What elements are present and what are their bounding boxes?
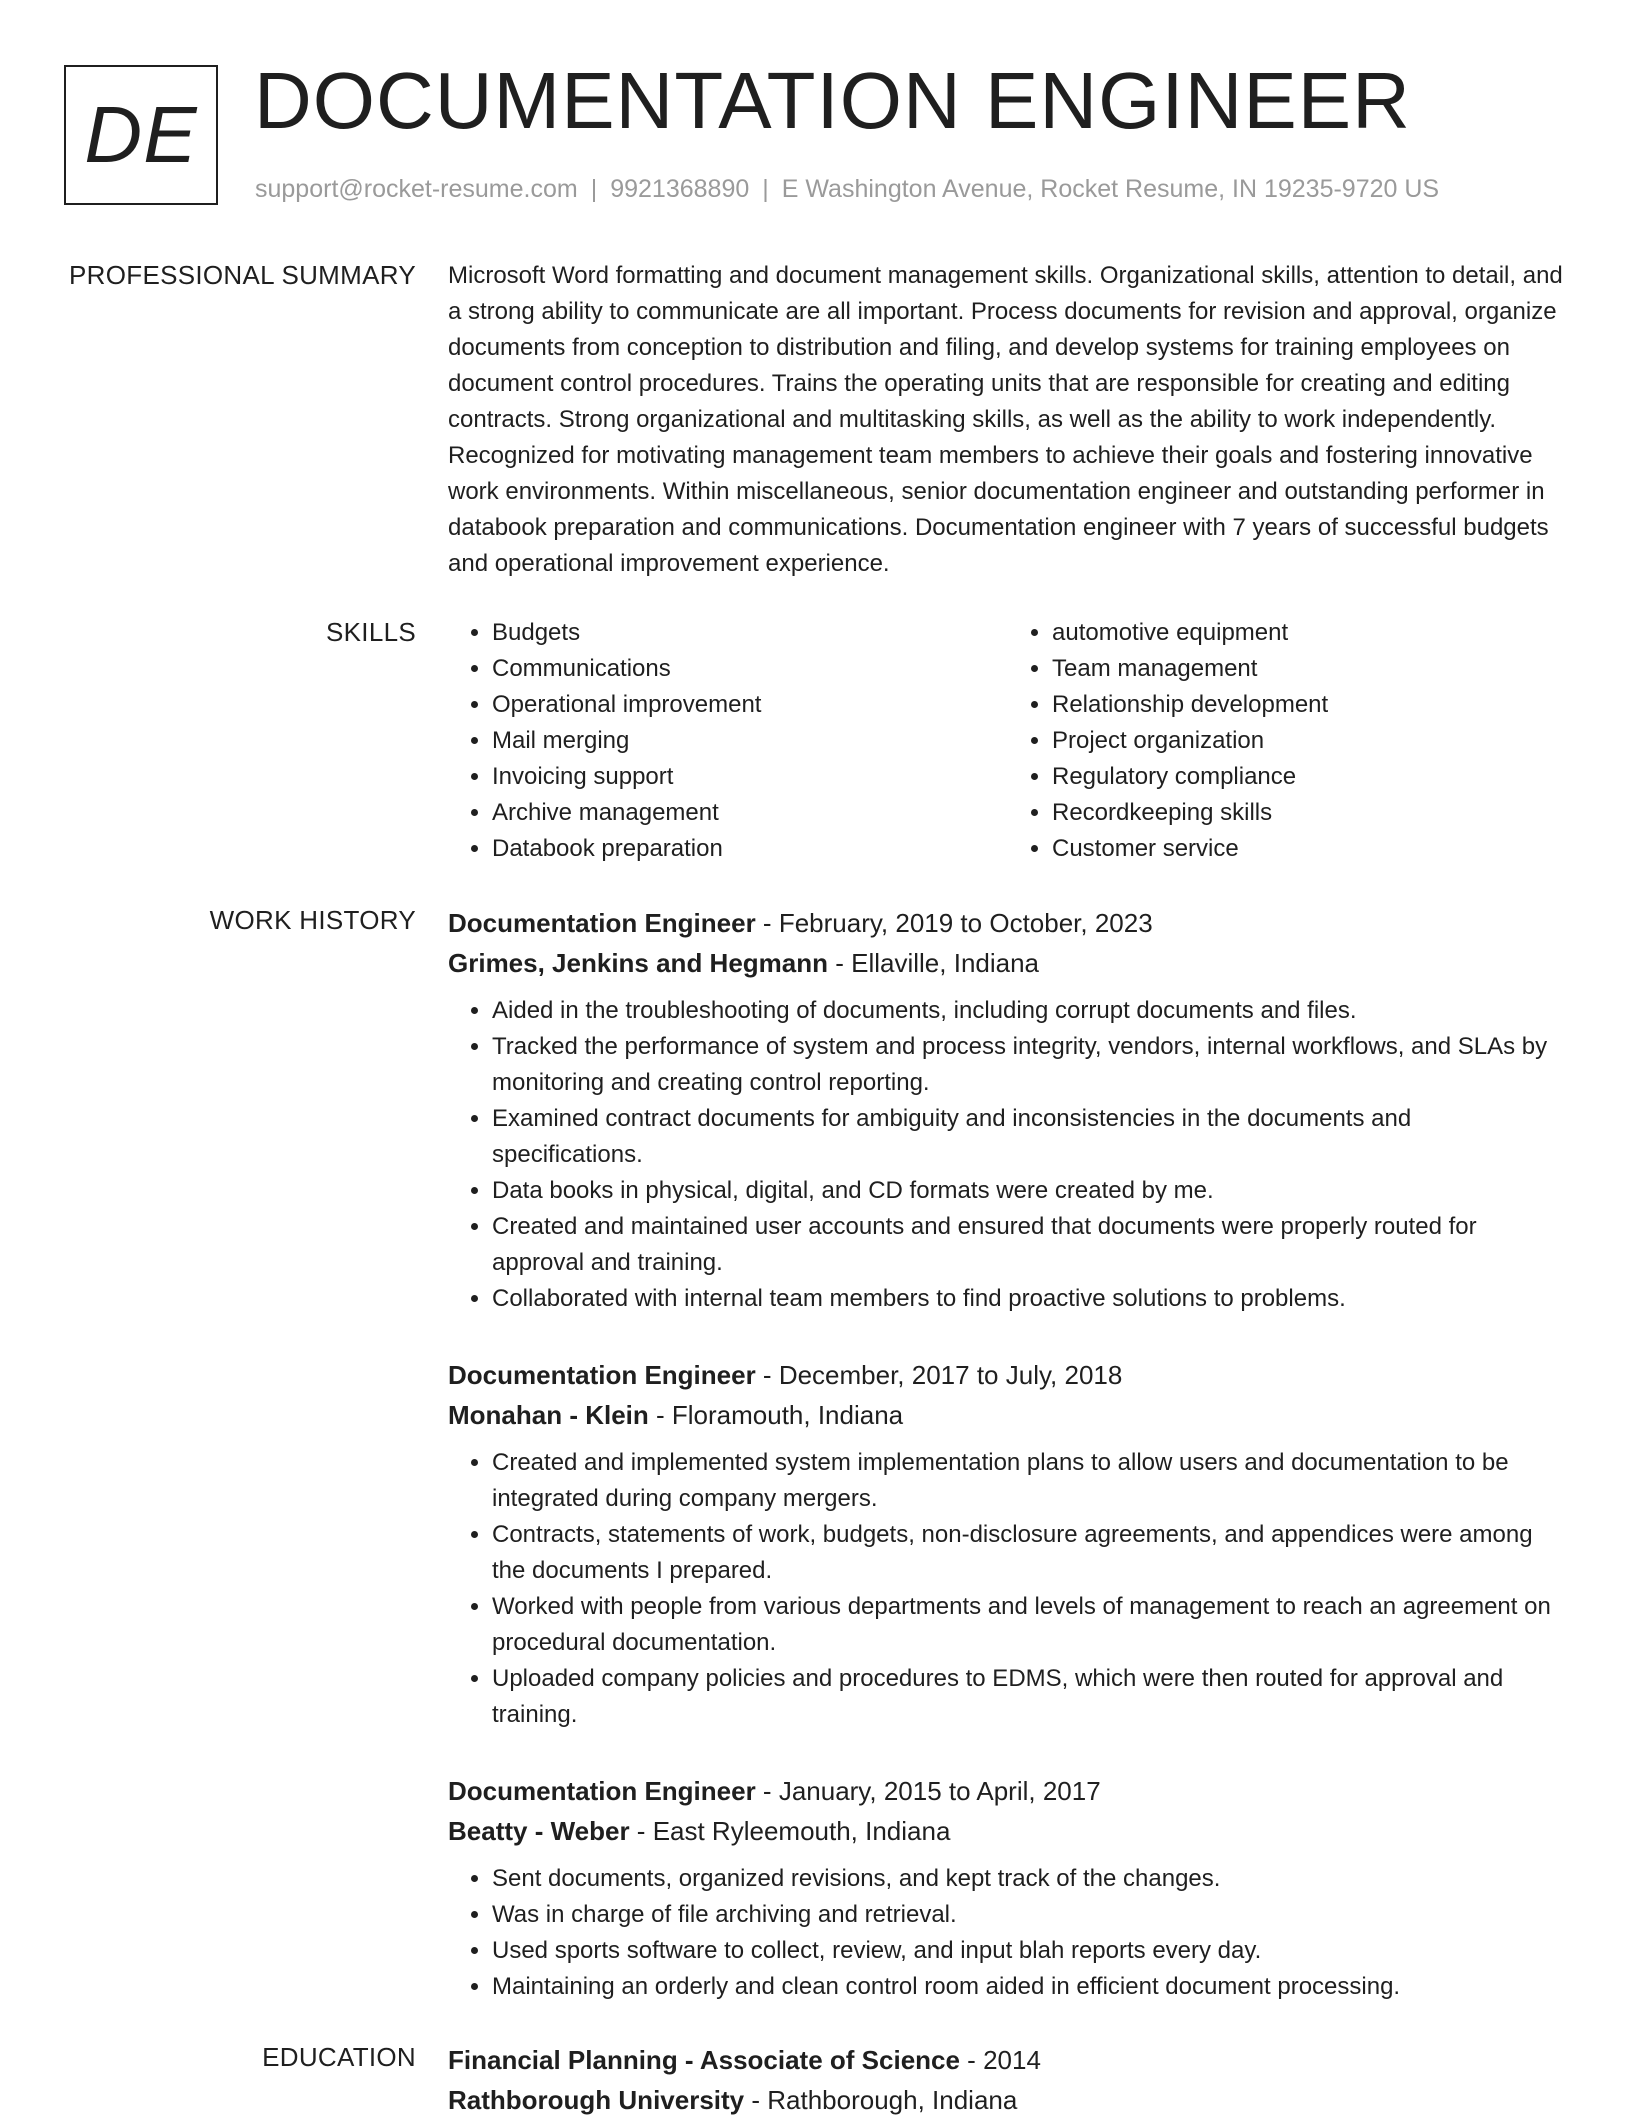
dash: -: [744, 2085, 768, 2115]
school: Rathborough University: [448, 2085, 745, 2115]
resume-name: DOCUMENTATION ENGINEER: [254, 56, 1411, 145]
job-company-line: [448, 943, 1568, 983]
contact-address: E Washington Avenue, Rocket Resume, IN 19235-9720 US: [781, 175, 1440, 203]
job-bullet: • Tracked the performance of system and process integrity, vendors, internal workflows, and SLAs by monitoring and creating control reporting.: [492, 1029, 1568, 1101]
job-dates: January, 2015 to April, 2017: [778, 1776, 1101, 1806]
summary-text: Microsoft Word formatting and document management skills. Organizational skills, attention to detail, and a strong ability to communicate are all important. Process documents for revision and approval, organize documents from conception to distribution and filing, and develop systems for training employees on document control procedures. Trains the operating units that are responsible for creating and editing contracts. Strong organizational and multitasking skills, as well as the ability to work independently. Recognized for motivating management team members to achieve their goals and fostering innovative work environments. Within miscellaneous, senior documentation engineer and outstanding performer in databook preparation and communications. Documentation engineer with 7 years of successful budgets and operational improvement experience.: [448, 262, 1563, 577]
job-bullet: • Created and implemented system implementation plans to allow users and documentation to be integrated during company mergers.: [492, 1445, 1568, 1517]
job-bullet: • Maintaining an orderly and clean control room aided in efficient document processing.: [492, 1969, 1568, 2005]
skill-item: • Invoicing support: [492, 759, 1008, 795]
job-title: Documentation Engineer: [448, 908, 756, 938]
school-location: Rathborough, Indiana: [767, 2085, 1018, 2115]
job-company: Monahan - Klein: [448, 1400, 649, 1430]
contact-phone[interactable]: 9921368890: [610, 175, 750, 203]
skill-item: • Communications: [492, 651, 1008, 687]
job-dates: December, 2017 to July, 2018: [778, 1360, 1123, 1390]
skill-item: • Budgets: [492, 615, 1008, 651]
job-bullet: • Examined contract documents for ambiguity and inconsistencies in the documents and specifications.: [492, 1101, 1568, 1173]
dash: -: [828, 948, 852, 978]
skill-item: • automotive equipment: [1052, 615, 1568, 651]
contact-line: [255, 175, 1439, 204]
job-title-line: [448, 1771, 1568, 1811]
summary-body: [448, 258, 1568, 582]
job-company-line: [448, 1811, 1568, 1851]
work-history-heading: WORK HISTORY: [209, 905, 416, 935]
dash: -: [629, 1816, 653, 1846]
job-bullet: • Contracts, statements of work, budgets, non-disclosure agreements, and appendices were among the documents I prepared.: [492, 1517, 1568, 1589]
job-entry: [448, 903, 1568, 1317]
job-company: Beatty - Weber: [448, 1816, 630, 1846]
skill-item: • Team management: [1052, 651, 1568, 687]
job-bullet: • Sent documents, organized revisions, and kept track of the changes.: [492, 1861, 1568, 1897]
job-dates: February, 2019 to October, 2023: [778, 908, 1153, 938]
skill-item: • Project organization: [1052, 723, 1568, 759]
dash: -: [755, 908, 779, 938]
job-entry: [448, 1355, 1568, 1733]
education-entry: [448, 2040, 1568, 2120]
education-heading: EDUCATION: [262, 2042, 416, 2072]
monogram-initials: DE: [84, 90, 198, 179]
skill-item: • Customer service: [1052, 831, 1568, 867]
skills-columns: [448, 615, 1568, 867]
job-bullet: • Was in charge of file archiving and retrieval.: [492, 1897, 1568, 1933]
job-location: Floramouth, Indiana: [671, 1400, 904, 1430]
skill-item: • Databook preparation: [492, 831, 1008, 867]
skills-heading: SKILLS: [326, 617, 416, 647]
summary-heading: PROFESSIONAL SUMMARY: [69, 260, 416, 290]
job-bullet-list: [448, 1445, 1568, 1733]
skill-item: • Mail merging: [492, 723, 1008, 759]
school-line: [448, 2080, 1568, 2120]
job-bullet-list: [448, 993, 1568, 1317]
job-bullet: • Worked with people from various departments and levels of management to reach an agreement on procedural documentation.: [492, 1589, 1568, 1661]
job-company-line: [448, 1395, 1568, 1435]
job-location: East Ryleemouth, Indiana: [652, 1816, 951, 1846]
skills-list-left: [448, 615, 1008, 867]
job-location: Ellaville, Indiana: [851, 948, 1040, 978]
skills-list-right: [1008, 615, 1568, 867]
skill-item: • Archive management: [492, 795, 1008, 831]
degree-line: [448, 2040, 1568, 2080]
contact-separator: |: [762, 175, 769, 203]
skill-item: • Recordkeeping skills: [1052, 795, 1568, 831]
job-title: Documentation Engineer: [448, 1776, 756, 1806]
dash: -: [959, 2045, 984, 2075]
job-bullet: • Used sports software to collect, review, and input blah reports every day.: [492, 1933, 1568, 1969]
job-title-line: [448, 903, 1568, 943]
job-bullet: • Data books in physical, digital, and CD formats were created by me.: [492, 1173, 1568, 1209]
contact-separator: |: [590, 175, 598, 203]
job-bullet: • Created and maintained user accounts and ensured that documents were properly routed for approval and training.: [492, 1209, 1568, 1281]
job-bullet: • Uploaded company policies and procedures to EDMS, which were then routed for approval and training.: [492, 1661, 1568, 1733]
job-bullet-list: [448, 1861, 1568, 2005]
monogram-box: [64, 65, 218, 205]
dash: -: [648, 1400, 672, 1430]
skill-item: • Relationship development: [1052, 687, 1568, 723]
skill-item: • Operational improvement: [492, 687, 1008, 723]
dash: -: [755, 1776, 779, 1806]
degree: Financial Planning - Associate of Science: [448, 2045, 960, 2075]
job-entry: [448, 1771, 1568, 2005]
contact-email[interactable]: support@rocket-resume.com: [255, 175, 578, 203]
job-title-line: [448, 1355, 1568, 1395]
skill-item: • Regulatory compliance: [1052, 759, 1568, 795]
job-bullet: • Collaborated with internal team members to find proactive solutions to problems.: [492, 1281, 1568, 1317]
dash: -: [755, 1360, 779, 1390]
graduation-year: 2014: [983, 2045, 1041, 2075]
job-company: Grimes, Jenkins and Hegmann: [448, 948, 829, 978]
job-title: Documentation Engineer: [448, 1360, 756, 1390]
job-bullet: • Aided in the troubleshooting of documents, including corrupt documents and files.: [492, 993, 1568, 1029]
